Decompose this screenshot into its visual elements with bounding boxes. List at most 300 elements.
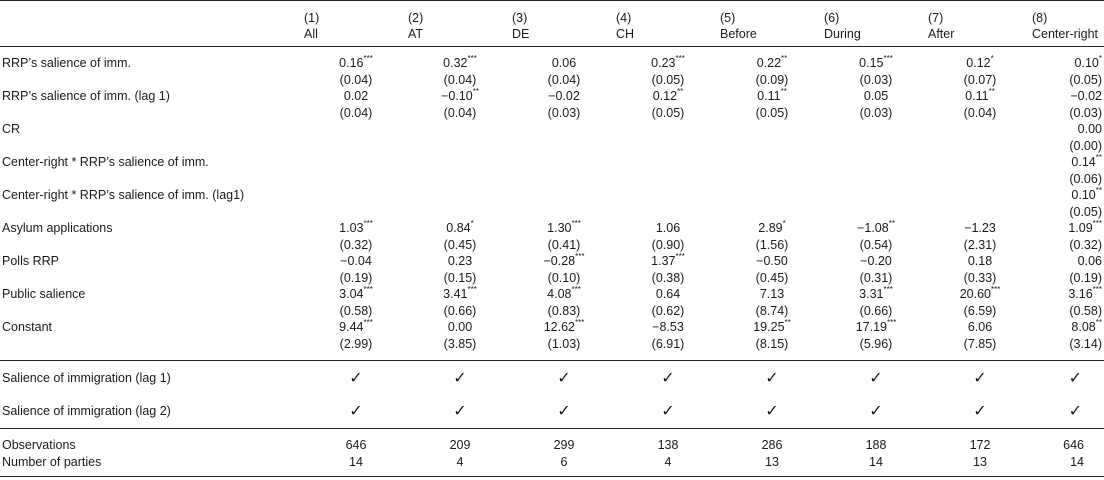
significance-stars: * xyxy=(470,218,474,228)
stat-value: 646 xyxy=(1063,438,1084,452)
coefficient-cell xyxy=(512,286,616,303)
standard-error xyxy=(616,138,720,155)
standard-error: (8.15) xyxy=(755,336,789,351)
column-name: AT xyxy=(408,27,424,41)
standard-error: (0.06) xyxy=(1069,171,1102,186)
column-number: (2) xyxy=(408,11,424,25)
significance-stars: *** xyxy=(363,317,373,327)
coefficient-cell xyxy=(720,286,824,303)
stat-value: 646 xyxy=(345,438,367,452)
significance-stars: ** xyxy=(472,86,479,96)
coefficient: 0.22 xyxy=(756,56,782,70)
coefficient: 0.84 xyxy=(446,221,471,235)
coefficient: −0.02 xyxy=(548,89,580,103)
standard-error: (0.05) xyxy=(1069,72,1102,87)
coefficient: 0.06 xyxy=(1077,254,1102,268)
coefficient-cell xyxy=(1032,319,1104,336)
standard-error: (0.04) xyxy=(443,105,477,120)
coefficient: 0.11 xyxy=(757,89,781,103)
variable-label: CR xyxy=(2,122,21,136)
coefficient: 0.10 xyxy=(1071,188,1096,202)
column-name: CH xyxy=(616,27,635,41)
standard-error xyxy=(720,204,824,221)
column-name: All xyxy=(304,27,318,41)
significance-stars: *** xyxy=(886,317,897,327)
coefficient-cell xyxy=(304,88,408,105)
standard-error: (1.56) xyxy=(755,237,789,252)
coefficient: 0.02 xyxy=(343,89,369,103)
coefficient-cell xyxy=(928,154,1032,171)
standard-error xyxy=(408,204,512,221)
coefficient-cell xyxy=(928,286,1032,303)
coefficient: −0.04 xyxy=(340,254,372,268)
variable-label: RRP’s salience of imm. xyxy=(2,56,131,70)
se-row xyxy=(0,303,1104,320)
significance-stars: *** xyxy=(1092,218,1102,228)
standard-error xyxy=(512,204,616,221)
stat-value: 4 xyxy=(664,454,672,469)
coefficient-cell xyxy=(408,154,512,171)
coefficient: 0.00 xyxy=(447,320,473,334)
standard-error: (0.45) xyxy=(443,237,477,252)
significance-stars: * xyxy=(990,53,994,63)
standard-error: (0.04) xyxy=(339,72,373,87)
significance-stars: *** xyxy=(571,284,581,294)
coefficient: 0.18 xyxy=(967,254,993,268)
coefficient-cell xyxy=(928,319,1032,336)
variable-label: Asylum applications xyxy=(2,221,113,235)
standard-error: (0.03) xyxy=(859,72,893,87)
standard-error xyxy=(928,204,1032,221)
coefficient: −0.28 xyxy=(543,254,576,268)
coefficient-cell xyxy=(720,88,824,105)
significance-stars: *** xyxy=(883,284,893,294)
standard-error: (0.05) xyxy=(651,72,685,87)
column-name: Before xyxy=(720,27,757,41)
stat-value: 188 xyxy=(865,438,887,452)
coefficient-cell xyxy=(408,253,512,270)
se-row xyxy=(0,204,1104,221)
significance-stars: *** xyxy=(467,53,477,63)
standard-error xyxy=(616,204,720,221)
checkmark-icon: ✓ xyxy=(973,400,987,420)
stat-value: 138 xyxy=(657,438,679,452)
standard-error: (0.66) xyxy=(859,303,893,318)
checkmark-icon: ✓ xyxy=(869,368,883,387)
standard-error xyxy=(824,138,928,155)
coef-row xyxy=(0,319,1104,336)
stat-label: Observations xyxy=(2,438,76,452)
column-header xyxy=(1032,10,1104,42)
coefficient: 0.64 xyxy=(655,287,681,301)
spacer-row xyxy=(0,1,1104,10)
coef-row xyxy=(0,55,1104,72)
stat-label: Number of parties xyxy=(2,454,102,469)
column-header xyxy=(408,10,512,42)
coefficient: 6.06 xyxy=(967,320,993,334)
se-row xyxy=(0,237,1104,254)
standard-error: (0.45) xyxy=(755,270,789,285)
coefficient: 0.23 xyxy=(651,56,676,70)
standard-error: (0.31) xyxy=(859,270,893,285)
coefficient: 1.09 xyxy=(1068,221,1093,235)
checkmark-icon: ✓ xyxy=(453,400,467,420)
coefficient: −0.50 xyxy=(756,254,788,268)
coefficient-cell xyxy=(824,55,928,72)
coefficient-cell xyxy=(304,253,408,270)
coefficient-cell xyxy=(1032,121,1104,138)
stat-value: 14 xyxy=(349,454,363,469)
variable-label: Constant xyxy=(2,320,53,334)
coefficient-cell xyxy=(408,187,512,204)
coefficient: 19.25 xyxy=(753,320,785,334)
control-label: Salience of immigration (lag 1) xyxy=(2,371,171,385)
coefficient-cell xyxy=(408,55,512,72)
coefficient-cell xyxy=(616,253,720,270)
coefficient-cell xyxy=(304,55,408,72)
coefficient: 2.89 xyxy=(758,221,783,235)
significance-stars: * xyxy=(1098,53,1102,63)
column-number: (3) xyxy=(512,11,528,25)
standard-error: (3.85) xyxy=(443,336,477,351)
coefficient-cell xyxy=(408,88,512,105)
coefficient-cell xyxy=(720,55,824,72)
significance-stars: * xyxy=(782,218,786,228)
significance-stars: ** xyxy=(677,86,684,96)
coefficient: 0.05 xyxy=(863,89,889,103)
coefficient-cell xyxy=(824,154,928,171)
stat-value: 172 xyxy=(969,438,991,452)
se-row xyxy=(0,336,1104,353)
coef-row xyxy=(0,187,1104,204)
column-header xyxy=(512,10,616,42)
se-row xyxy=(0,171,1104,188)
spacer-row xyxy=(0,352,1104,360)
se-row xyxy=(0,270,1104,287)
coefficient: 7.13 xyxy=(759,287,785,301)
coefficient-cell xyxy=(304,319,408,336)
checkmark-icon: ✓ xyxy=(453,368,467,387)
standard-error: (0.05) xyxy=(755,105,789,120)
coefficient-cell xyxy=(824,319,928,336)
coefficient-cell xyxy=(616,187,720,204)
control-row xyxy=(0,402,1104,421)
coefficient-cell xyxy=(928,88,1032,105)
column-number: (8) xyxy=(1032,11,1048,25)
coefficient: −0.02 xyxy=(1070,89,1102,103)
significance-stars: *** xyxy=(363,284,373,294)
checkmark-icon: ✓ xyxy=(349,368,363,387)
standard-error xyxy=(304,171,408,188)
standard-error: (2.99) xyxy=(339,336,373,351)
standard-error: (0.07) xyxy=(963,72,997,87)
standard-error: (1.03) xyxy=(547,336,581,351)
coefficient-cell xyxy=(824,88,928,105)
coefficient-cell xyxy=(1032,154,1104,171)
standard-error: (0.33) xyxy=(963,270,997,285)
spacer-row xyxy=(0,47,1104,55)
standard-error: (6.59) xyxy=(963,303,997,318)
stat-value: 13 xyxy=(973,454,987,469)
coef-row xyxy=(0,253,1104,270)
significance-stars: *** xyxy=(990,284,1001,294)
coefficient-cell xyxy=(720,187,824,204)
coefficient-cell xyxy=(512,319,616,336)
standard-error: (0.62) xyxy=(651,303,685,318)
coefficient-cell xyxy=(616,220,720,237)
coefficient: −0.20 xyxy=(860,254,892,268)
significance-stars: *** xyxy=(467,284,477,294)
header-row xyxy=(0,10,1104,42)
coefficient-cell xyxy=(512,88,616,105)
standard-error: (0.04) xyxy=(963,105,997,120)
significance-stars: *** xyxy=(571,218,581,228)
coefficient: −1.23 xyxy=(964,221,996,235)
spacer-row xyxy=(0,388,1104,402)
coefficient: 0.32 xyxy=(443,56,468,70)
coefficient: 0.06 xyxy=(551,56,577,70)
stat-value: 4 xyxy=(456,454,464,469)
coefficient: 20.60 xyxy=(959,287,991,301)
standard-error xyxy=(408,138,512,155)
coefficient: 4.08 xyxy=(547,287,572,301)
significance-stars: *** xyxy=(574,317,585,327)
column-number: (5) xyxy=(720,11,736,25)
stat-value: 14 xyxy=(1070,454,1084,469)
column-header xyxy=(928,10,1032,42)
coefficient: −8.53 xyxy=(652,320,684,334)
standard-error: (0.05) xyxy=(651,105,685,120)
coefficient: 0.00 xyxy=(1077,122,1102,136)
coefficient-cell xyxy=(824,121,928,138)
significance-stars: *** xyxy=(363,53,373,63)
column-name: After xyxy=(928,27,955,41)
significance-stars: ** xyxy=(784,317,791,327)
variable-label: RRP’s salience of imm. (lag 1) xyxy=(2,89,170,103)
significance-stars: *** xyxy=(1092,284,1102,294)
coefficient: 0.10 xyxy=(1074,56,1099,70)
rule-line xyxy=(0,476,1104,477)
coefficient-cell xyxy=(1032,187,1104,204)
se-row xyxy=(0,72,1104,89)
checkmark-icon: ✓ xyxy=(973,368,987,387)
coefficient-cell xyxy=(1032,88,1104,105)
coefficient-cell xyxy=(512,187,616,204)
standard-error xyxy=(304,138,408,155)
spacer-row xyxy=(0,420,1104,428)
coefficient-cell xyxy=(304,154,408,171)
coefficient-cell xyxy=(928,253,1032,270)
coefficient: 0.12 xyxy=(652,89,678,103)
checkmark-icon: ✓ xyxy=(1068,400,1082,420)
standard-error xyxy=(928,171,1032,188)
standard-error: (0.03) xyxy=(859,105,893,120)
coefficient: 9.44 xyxy=(339,320,364,334)
coefficient-cell xyxy=(928,55,1032,72)
coefficient-cell xyxy=(1032,55,1104,72)
standard-error xyxy=(720,138,824,155)
spacer-row xyxy=(0,429,1104,437)
coefficient: −1.08 xyxy=(857,221,889,235)
standard-error: (0.38) xyxy=(651,270,685,285)
coefficient-cell xyxy=(616,55,720,72)
coefficient-cell xyxy=(720,220,824,237)
coefficient-cell xyxy=(928,121,1032,138)
stat-value: 6 xyxy=(560,454,568,469)
variable-label: Polls RRP xyxy=(2,254,59,268)
standard-error: (0.58) xyxy=(339,303,373,318)
column-header xyxy=(304,10,408,42)
coefficient-cell xyxy=(1032,220,1104,237)
significance-stars: ** xyxy=(988,86,995,96)
coefficient: 3.16 xyxy=(1068,287,1093,301)
standard-error xyxy=(512,171,616,188)
coefficient-cell xyxy=(408,286,512,303)
column-name: Center-right xyxy=(1032,27,1098,41)
column-header xyxy=(824,10,928,42)
coefficient-cell xyxy=(512,55,616,72)
checkmark-icon: ✓ xyxy=(661,400,675,420)
coef-row xyxy=(0,220,1104,237)
column-name: During xyxy=(824,27,861,41)
coefficient-cell xyxy=(512,253,616,270)
standard-error: (8.74) xyxy=(755,303,789,318)
se-row xyxy=(0,138,1104,155)
stat-value: 14 xyxy=(869,454,883,469)
significance-stars: ** xyxy=(781,53,788,63)
column-number: (1) xyxy=(304,11,320,25)
significance-stars: ** xyxy=(1095,317,1102,327)
coefficient-cell xyxy=(616,88,720,105)
coefficient-cell xyxy=(720,154,824,171)
standard-error: (0.10) xyxy=(547,270,581,285)
standard-error: (0.66) xyxy=(443,303,477,318)
standard-error xyxy=(408,171,512,188)
coefficient: 1.30 xyxy=(547,221,572,235)
column-header xyxy=(720,10,824,42)
standard-error: (0.58) xyxy=(1069,303,1102,318)
control-label: Salience of immigration (lag 2) xyxy=(2,403,171,418)
coefficient: 0.23 xyxy=(447,254,473,268)
coefficient: 0.16 xyxy=(339,56,364,70)
standard-error: (0.04) xyxy=(443,72,477,87)
standard-error: (0.32) xyxy=(1069,237,1102,252)
coefficient-cell xyxy=(304,187,408,204)
coef-row xyxy=(0,121,1104,138)
coefficient: 17.19 xyxy=(855,320,887,334)
standard-error: (0.00) xyxy=(1069,138,1102,153)
standard-error xyxy=(720,171,824,188)
coefficient-cell xyxy=(616,154,720,171)
column-name: DE xyxy=(512,27,530,41)
coefficient-cell xyxy=(512,121,616,138)
coefficient-cell xyxy=(304,121,408,138)
column-number: (7) xyxy=(928,11,944,25)
standard-error: (0.54) xyxy=(859,237,893,252)
stat-value: 209 xyxy=(449,438,471,452)
coefficient: 1.37 xyxy=(651,254,676,268)
standard-error xyxy=(304,204,408,221)
stat-value: 286 xyxy=(761,438,783,452)
standard-error: (0.90) xyxy=(651,237,685,252)
coefficient: 3.41 xyxy=(443,287,468,301)
coefficient-cell xyxy=(616,319,720,336)
checkmark-icon: ✓ xyxy=(557,368,571,387)
variable-label: Center-right * RRP’s salience of imm. (lag1) xyxy=(2,188,245,202)
coefficient-cell xyxy=(1032,286,1104,303)
coefficient-cell xyxy=(928,220,1032,237)
coefficient-cell xyxy=(512,220,616,237)
coefficient-cell xyxy=(1032,253,1104,270)
standard-error: (0.19) xyxy=(339,270,373,285)
coefficient: 3.31 xyxy=(859,287,884,301)
standard-error: (0.41) xyxy=(547,237,581,252)
coefficient-cell xyxy=(824,187,928,204)
coefficient-cell xyxy=(512,154,616,171)
coefficient-cell xyxy=(616,121,720,138)
stat-row xyxy=(0,454,1104,471)
coefficient-cell xyxy=(408,220,512,237)
significance-stars: *** xyxy=(883,53,893,63)
coefficient-cell xyxy=(720,121,824,138)
coefficient-cell xyxy=(824,220,928,237)
significance-stars: ** xyxy=(888,218,895,228)
standard-error: (0.05) xyxy=(1069,204,1102,219)
column-number: (6) xyxy=(824,11,840,25)
coefficient-cell xyxy=(824,253,928,270)
coefficient-cell xyxy=(720,319,824,336)
checkmark-icon: ✓ xyxy=(349,400,363,420)
standard-error: (0.09) xyxy=(755,72,789,87)
checkmark-icon: ✓ xyxy=(765,368,779,387)
coefficient-cell xyxy=(928,187,1032,204)
header-corner xyxy=(0,10,304,42)
coef-row xyxy=(0,154,1104,171)
significance-stars: *** xyxy=(675,251,685,261)
coef-row xyxy=(0,286,1104,303)
standard-error: (0.03) xyxy=(1069,105,1102,120)
checkmark-icon: ✓ xyxy=(557,400,571,420)
standard-error: (0.15) xyxy=(443,270,477,285)
standard-error: (7.85) xyxy=(963,336,997,351)
significance-stars: *** xyxy=(675,53,685,63)
checkmark-icon: ✓ xyxy=(765,400,779,420)
variable-label: Public salience xyxy=(2,287,86,301)
standard-error xyxy=(512,138,616,155)
standard-error: (5.96) xyxy=(859,336,893,351)
standard-error xyxy=(928,138,1032,155)
checkmark-icon: ✓ xyxy=(661,368,675,387)
horizontal-rule xyxy=(0,476,1104,477)
coefficient: 0.15 xyxy=(859,56,884,70)
standard-error: (6.91) xyxy=(651,336,685,351)
coefficient: 1.03 xyxy=(339,221,364,235)
coefficient-cell xyxy=(616,286,720,303)
coefficient: 0.11 xyxy=(965,89,989,103)
coefficient: 8.08 xyxy=(1071,320,1096,334)
coefficient-cell xyxy=(408,319,512,336)
coefficient: 1.06 xyxy=(655,221,681,235)
coef-row xyxy=(0,88,1104,105)
coefficient-cell xyxy=(824,286,928,303)
stat-value: 13 xyxy=(765,454,779,469)
checkmark-icon: ✓ xyxy=(869,400,883,420)
significance-stars: ** xyxy=(1095,152,1102,162)
standard-error: (0.19) xyxy=(1069,270,1102,285)
standard-error xyxy=(824,171,928,188)
standard-error: (0.32) xyxy=(339,237,373,252)
column-number: (4) xyxy=(616,11,632,25)
